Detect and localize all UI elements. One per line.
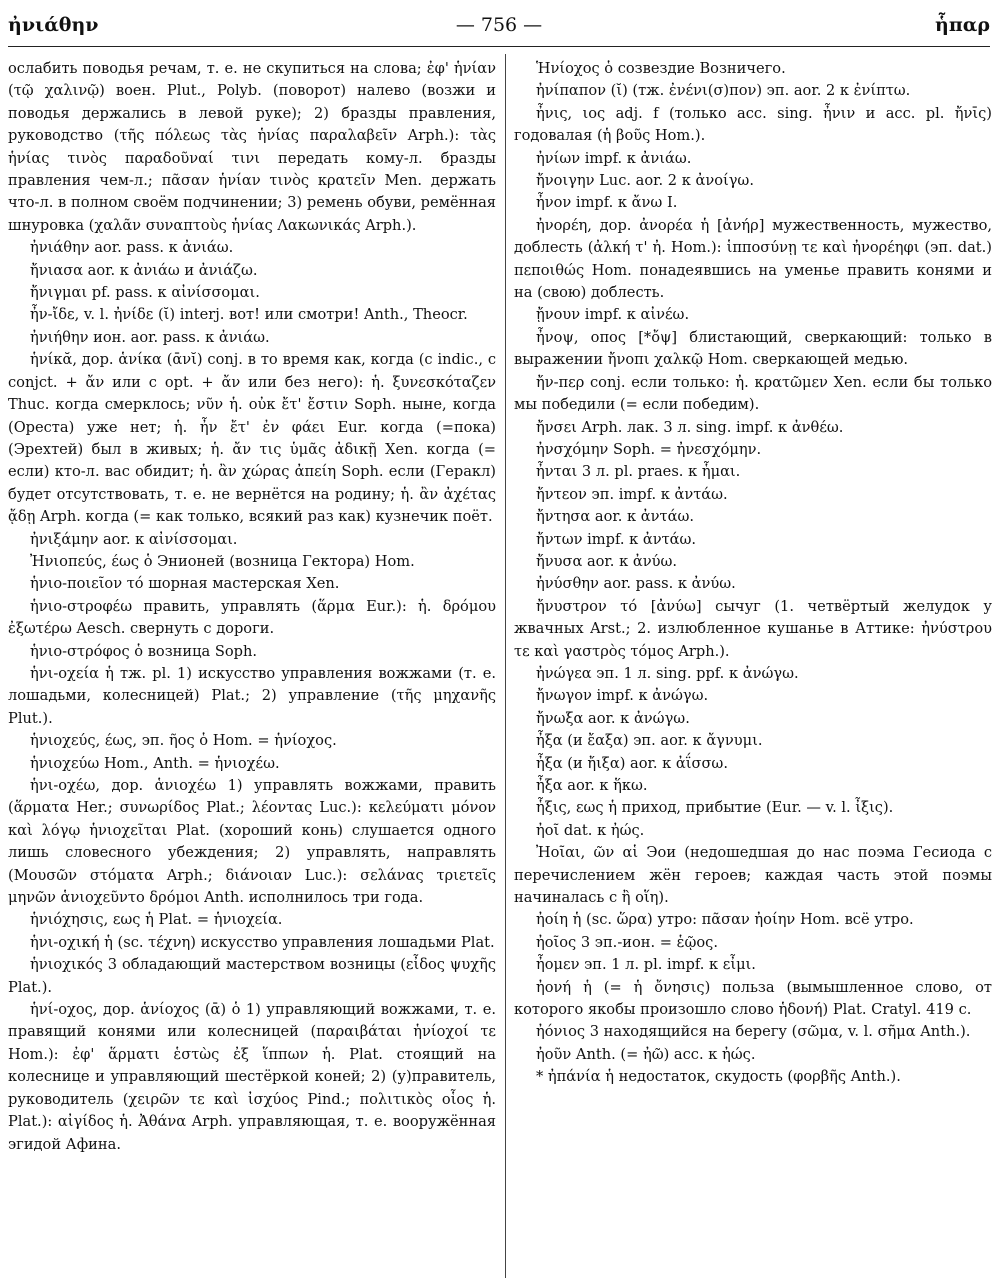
- dictionary-entry: Ἠνιοπεύς, έως ὁ Энионей (возница Гектора) Hom.: [30, 552, 415, 570]
- dictionary-entry: ἡνιοχεύω Hom., Anth. = ἡνιοχέω.: [30, 754, 280, 772]
- dictionary-entry: ἤνωξα aor. к ἀνώγω.: [536, 709, 690, 727]
- dictionary-entry: ἠνιάθην aor. pass. к ἀνιάω.: [30, 239, 234, 257]
- left-column: [8, 58, 496, 1280]
- dictionary-entry: ἤνυστρον τό [ἀνύω] сычуг (1. четвёртый желудок у жвачных Arst.; 2. излюбленное кушанье в Аттике: ἠνύστρου τε καὶ γαστρὸς τόμος Arph.).: [514, 597, 992, 660]
- dictionary-entry: Ἡνίοχος ὁ созвездие Возничего.: [536, 60, 786, 77]
- dictionary-entry: ἠνσχόμην Soph. = ἠνεσχόμην.: [536, 440, 762, 458]
- dictionary-entry: ἠοῖος 3 эп.-ион. = ἑῷος.: [536, 933, 718, 951]
- dictionary-entry: ἡνιο-ποιεῖον τό шорная мастерская Xen.: [30, 575, 340, 593]
- dictionary-entry: ἠοίη ἡ (sc. ὥρα) утро: πᾶσαν ἠοίην Hom. всё утро.: [536, 911, 914, 929]
- dictionary-entry: ἦν-ἴδε, v. l. ἠνίδε (ῐ) interj. вот! или смотри! Anth., Theocr.: [30, 306, 468, 324]
- dictionary-entry: ἧξις, εως ἡ приход, прибытие (Eur. — v. l. ἶξις).: [536, 799, 894, 817]
- right-column: [514, 58, 992, 1280]
- dictionary-entry: Ἠοῖαι, ῶν αἱ Эои (недошедшая до нас поэма Гесиода с перечислением жён героев; каждая часть этой поэмы начиналась с ἢ οἵη).: [514, 844, 992, 907]
- dictionary-entry: ἠοῦν Anth. (= ἠῶ) acc. к ἠώς.: [536, 1045, 756, 1063]
- dictionary-entry: ослабить поводья речам, т. е. не скупиться на слова; ἐφ' ἡνίαν (τῷ χαλινῷ) воен. Plut., Polyb. (поворот) налево (возжи и поводья держались в левой руке); 2) бразды правления, руководство (τῆς πόλεως τὰς ἡνίας παραλαβεῖν Arph.): τὰς ἡνίας τινὸς παραδοῦναί τινι передать кому-л. бразды правления чем-л.; πᾶσαν ἡνίαν τινὸς κρατεῖν Men. держать что-л. в полном своём подчинении; 3) ремень обуви, ремённая шнуровка (χαλᾶν συναπτοὺς ἡνίας Λακωνικάς Arph.).: [8, 60, 496, 234]
- dictionary-entry: ἦνοψ, οπος [*ὄψ] блистающий, сверкающий: только в выражении ἤνοπι χαλκῷ Hom. сверкающей медью.: [514, 328, 992, 369]
- page-number: — 756 —: [455, 14, 543, 36]
- dictionary-entry: ἠνίων impf. к ἀνιάω.: [536, 149, 692, 167]
- dictionary-entry: ἦξα (и ἤιξα) aor. к ἀΐσσω.: [536, 754, 728, 772]
- dictionary-entry: ᾔνουν impf. к αἰνέω.: [536, 306, 690, 324]
- dictionary-entry: ἡνιο-στρόφος ὁ возница Soph.: [30, 642, 258, 660]
- page-header: [8, 14, 990, 42]
- dictionary-entry: ἡνιόχησις, εως ἡ Plat. = ἡνιοχεία.: [30, 911, 283, 929]
- dictionary-entry: ἤντεον эп. impf. к ἀντάω.: [536, 485, 728, 503]
- dictionary-entry: ἤνωγον impf. к ἀνώγω.: [536, 687, 709, 705]
- dictionary-entry: ἡνί-οχος, дор. ἁνίοχος (ᾱ) ὁ 1) управляющий вожжами, т. е. правящий конями или колесницей (παραιβάται ἡνίοχοί τε Hom.): ἐφ' ἅρματι ἑστὼς ἐξ ἵππων ἡ. Plat. стоящий на колеснице и управляющий шестёркой коней; 2) (у)правитель, руководитель (χειρῶν τε καὶ ἰσχύος Pind.; πολιτικὸς οἷος ἡ. Plat.): αἰγίδος ἡ. Ἀθάνα Arph. управляющая, т. е. вооружённая эгидой Афина.: [8, 1001, 496, 1153]
- dictionary-entry: ἦομεν эп. 1 л. pl. impf. к εἶμι.: [536, 956, 756, 974]
- dictionary-entry: ἡνίκᾰ, дор. ἁνίκα (ᾱνῐ) conj. в то время как, когда (с indic., с conjct. + ἄν или с opt. + ἄν или без него): ἡ. ξυνεσκόταζεν Thuc. когда смерклось; νῦν ἡ. οὐκ ἔτ' ἔστιν Soph. ныне, когда (Ореста) уже нет; ἡ. ἦν ἔτ' ἐν φάει Eur. когда (=пока) (Эрехтей) был в живых; ἡ. ἄν τις ὑμᾶς ἀδικῇ Xen. когда (= если) кто-л. вас обидит; ἡ. ἂν χώρας ἀπείη Soph. если (Геракл) будет отсутствовать, т. е. не вернётся на родину; ἡ. ἂν ἀχέτας ᾄδῃ Arph. когда (= как только, всякий раз как) кузнечик поёт.: [8, 351, 496, 526]
- dictionary-entry: ἦξα (и ἔαξα) эп. aor. к ἄγνυμι.: [536, 732, 763, 750]
- dictionary-entry: ἤνιγμαι pf. pass. к αἰνίσσομαι.: [30, 284, 260, 302]
- dictionary-entry: ἡνι-οχέω, дор. ἁνιοχέω 1) управлять вожжами, править (ἅρματα Her.; συνωρίδος Plat.; λέοντας Luc.): κελεύματι μόνον καὶ λόγῳ ἡνιοχεῖται Plat. (хороший конь) слушается одного лишь словесного убеждения; 2) управлять, направлять (Μουσῶν στόματα Arph.; διάνοιαν Luc.): σελάνας τριετεῖς μηνῶν ἁνιοχεῦντο δρόμοι Anth. исполнилось три года.: [8, 777, 496, 907]
- dictionary-entry: ἡνι-οχεία ἡ тж. pl. 1) искусство управления вожжами (т. е. лошадьми, колесницей) Plat.; 2) управление (τῆς μηχανῆς Plut.).: [8, 664, 496, 727]
- dictionary-entry: ἡνιοχεύς, έως, эп. ῆος ὁ Hom. = ἡνίοχος.: [30, 732, 337, 750]
- column-divider: [505, 54, 506, 1278]
- dictionary-entry: ἠνιξάμην aor. к αἰνίσσομαι.: [30, 530, 238, 548]
- dictionary-entry: ἤνσει Arph. лак. 3 л. sing. impf. к ἀνθέω.: [536, 418, 844, 436]
- header-rule: [8, 46, 990, 47]
- dictionary-entry: ἠνορέη, дор. ἀνορέα ἡ [ἀνήρ] мужественность, мужество, доблесть (ἀλκή τ' ἠ. Hom.): ἱπποσύνῃ τε καὶ ἠνορέηφι (эп. dat.) πεποιθώς Hom. понадеявшись на уменье править конями и на (свою) доблесть.: [514, 216, 992, 302]
- header-left-headword: ἠνιάθην: [8, 14, 99, 36]
- dictionary-entry: ἡνι-οχική ἡ (sc. τέχνη) искусство управления лошадьми Plat.: [30, 933, 495, 951]
- dictionary-entry: ἡνιο-στροφέω править, управлять (ἅρμα Eur.): ἡ. δρόμου ἐξωτέρω Aesch. свернуть с дороги.: [8, 597, 496, 638]
- dictionary-entry: ἦνον impf. к ἄνω I.: [536, 194, 678, 212]
- dictionary-entry: ἦνται 3 л. pl. praes. к ἧμαι.: [536, 463, 741, 481]
- dictionary-entry: ἠνίπαπον (ῐ) (тж. ἐνένι(σ)πον) эп. aor. 2 к ἐνίπτω.: [536, 82, 911, 100]
- dictionary-entry: ἤν-περ conj. если только: ἠ. κρατῶμεν Xen. если бы только мы победили (= если победим).: [514, 373, 992, 414]
- dictionary-entry: ἠοῖ dat. к ἠώς.: [536, 821, 645, 839]
- dictionary-entry: * ἠπάνία ἡ недостаток, скудость (φορβῆς Anth.).: [536, 1068, 901, 1086]
- dictionary-entry: ἠόνιος 3 находящийся на берегу (σῶμα, v. l. σῆμα Anth.).: [536, 1023, 971, 1041]
- dictionary-entry: ἤντων impf. к ἀντάω.: [536, 530, 697, 548]
- dictionary-entry: ἤντησα aor. к ἀντάω.: [536, 508, 694, 526]
- dictionary-entry: ἤνοιγην Luc. aor. 2 к ἀνοίγω.: [536, 172, 754, 190]
- dictionary-entry: ἡνιοχικός 3 обладающий мастерством возницы (εἶδος ψυχῆς Plat.).: [8, 956, 496, 996]
- dictionary-entry: ἤνιασα aor. к ἀνιάω и ἀνιάζω.: [30, 261, 258, 279]
- dictionary-entry: ἦνις, ιος adj. f (только acc. sing. ἦνιν и acc. pl. ἤνῑς) годовалая (ἡ βοῦς Hom.).: [514, 104, 992, 145]
- dictionary-entry: ἠονή ἡ (= ἡ ὄνησις) польза (вымышленное слово, от которого якобы произошло слово ἡδονή) Plat. Cratyl. 419 c.: [514, 978, 992, 1019]
- dictionary-entry: ἤνυσα aor. к ἀνύω.: [536, 552, 677, 570]
- dictionary-entry: ἠνιήθην ион. aor. pass. к ἀνιάω.: [30, 328, 270, 346]
- header-right-headword: ἧπαρ: [935, 14, 990, 36]
- dictionary-entry: ἦξα aor. к ἥκω.: [536, 777, 648, 794]
- dictionary-entry: ἠνύσθην aor. pass. к ἀνύω.: [536, 575, 736, 593]
- dictionary-entry: ἠνώγεα эп. 1 л. sing. ppf. к ἀνώγω.: [536, 664, 799, 682]
